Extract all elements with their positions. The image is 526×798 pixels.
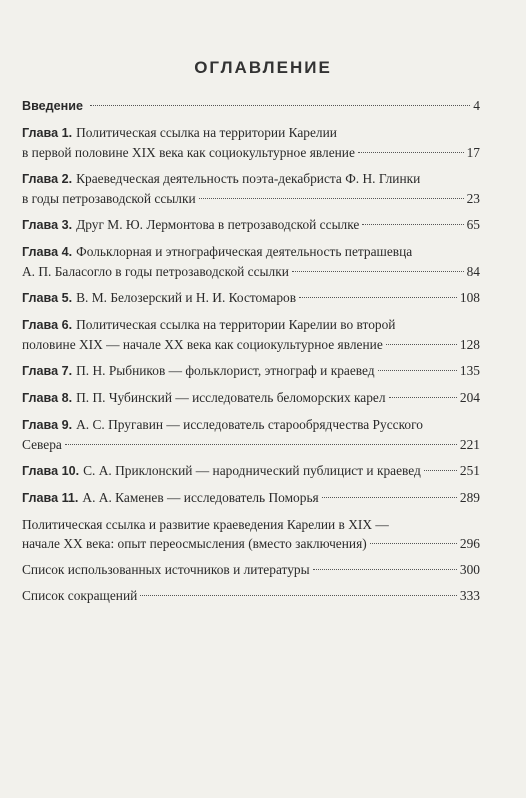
toc-entry-title: Политическая ссылка на территории Карелии: [76, 125, 337, 140]
toc-entry: [22, 388, 480, 408]
toc-entry-line: [22, 96, 480, 116]
toc-entry: [22, 461, 480, 481]
toc-entry-line: [22, 215, 480, 235]
toc-entry-label: Глава 9.: [22, 418, 73, 432]
toc-entry-title: в годы петрозаводской ссылки: [22, 191, 196, 206]
toc-entry-title: Список использованных источников и литературы: [22, 562, 310, 577]
toc-entry-line: [22, 242, 480, 262]
toc-entry-page-number: 296: [459, 536, 480, 551]
toc-entry-page-number: 289: [459, 490, 480, 505]
toc-entry-title: Политическая ссылка на территории Карелии во второй: [76, 317, 396, 332]
toc-entry-line: [22, 143, 480, 162]
toc-entry: [22, 560, 480, 579]
toc-entry-line: [22, 560, 480, 579]
toc-entry-line: [22, 388, 480, 408]
toc-entry-line: [22, 123, 480, 143]
toc-entry: [22, 96, 480, 116]
toc-entry-page-number: 23: [466, 191, 480, 206]
toc-entry-line: [22, 189, 480, 208]
dot-leader: [370, 543, 457, 544]
toc-entry-title: Фольклорная и этнографическая деятельность петрашевца: [76, 244, 413, 259]
toc-entry-page-number: 221: [459, 437, 480, 452]
toc-entry-page-number: 300: [459, 562, 480, 577]
dot-leader: [362, 224, 463, 225]
toc-entry-label: Глава 11.: [22, 491, 79, 505]
dot-leader: [389, 397, 457, 398]
toc-entry-title: Друг М. Ю. Лермонтова в петрозаводской ссылке: [76, 217, 360, 232]
dot-leader: [65, 444, 457, 445]
toc-entry-page-number: 135: [459, 363, 480, 378]
dot-leader: [313, 569, 457, 570]
toc-entry-line: [22, 534, 480, 553]
toc-entry-page-number: 333: [459, 588, 480, 603]
toc-entry-label: Глава 10.: [22, 464, 80, 478]
toc-entry-page-number: 108: [459, 290, 480, 305]
toc-entry-line: [22, 415, 480, 435]
toc-entry-title: П. Н. Рыбников — фольклорист, этнограф и краевед: [76, 363, 375, 378]
toc-entry: [22, 361, 480, 381]
toc-entry-label: Глава 3.: [22, 218, 73, 232]
dot-leader: [358, 152, 464, 153]
toc-entry: [22, 488, 480, 508]
toc-entry-title: А. П. Баласогло в годы петрозаводской ссылки: [22, 264, 289, 279]
toc-entry-line: [22, 335, 480, 354]
toc-entry: [22, 415, 480, 454]
toc-entry: [22, 315, 480, 354]
toc-entry-title: А. А. Каменев — исследователь Поморья: [82, 490, 319, 505]
dot-leader: [386, 344, 457, 345]
toc-entry-title: В. М. Белозерский и Н. И. Костомаров: [76, 290, 297, 305]
toc-entry-label: Глава 8.: [22, 391, 73, 405]
dot-leader: [90, 105, 470, 106]
dot-leader: [292, 271, 464, 272]
toc-entry: [22, 123, 480, 162]
toc-entry-line: [22, 262, 480, 281]
dot-leader: [299, 297, 457, 298]
dot-leader: [424, 470, 457, 471]
toc-entry-title: Севера: [22, 437, 62, 452]
toc-entry-title: А. С. Пругавин — исследователь старообрядчества Русского: [76, 417, 423, 432]
toc-entry-label: Глава 1.: [22, 126, 73, 140]
toc-entry-title: Краеведческая деятельность поэта-декабриста Ф. Н. Глинки: [76, 171, 421, 186]
toc-entry-label: Глава 5.: [22, 291, 73, 305]
toc-entry: [22, 515, 480, 553]
toc-entry-title: Политическая ссылка и развитие краеведения Карелии в XIX —: [22, 517, 389, 532]
toc-entry-page-number: 251: [459, 463, 480, 478]
toc-entry-label: Глава 6.: [22, 318, 73, 332]
toc-entry-page-number: 65: [466, 217, 480, 232]
toc-entry-page-number: 204: [459, 390, 480, 405]
toc-entry-line: [22, 515, 480, 534]
toc-entry-page-number: 17: [466, 145, 480, 160]
toc-entry-line: [22, 288, 480, 308]
toc-entry-page-number: 4: [473, 98, 480, 113]
toc-entry-title: Список сокращений: [22, 588, 138, 603]
toc-entry: [22, 169, 480, 208]
dot-leader: [378, 370, 457, 371]
toc-entry-title: С. А. Приклонский — народнический публицист и краевед: [83, 463, 421, 478]
toc-entry-label: Глава 4.: [22, 245, 73, 259]
toc-entry-page-number: 84: [466, 264, 480, 279]
dot-leader: [140, 595, 457, 596]
toc-entry-label: Введение: [22, 99, 84, 113]
toc-entry-line: [22, 435, 480, 454]
toc-entry-line: [22, 315, 480, 335]
toc-entry-line: [22, 586, 480, 605]
toc-entry: [22, 215, 480, 235]
toc-entry-line: [22, 461, 480, 481]
dot-leader: [322, 497, 457, 498]
toc-entry-title: П. П. Чубинский — исследователь беломорских карел: [76, 390, 386, 405]
page-title: ОГЛАВЛЕНИЕ: [194, 58, 332, 77]
toc-entry: [22, 288, 480, 308]
table-of-contents: [22, 96, 480, 612]
toc-entry-line: [22, 169, 480, 189]
toc-entry-title: половине XIX — начале XX века как социокультурное явление: [22, 337, 383, 352]
toc-entry-line: [22, 361, 480, 381]
toc-entry: [22, 242, 480, 281]
toc-entry-label: Глава 7.: [22, 364, 73, 378]
toc-entry: [22, 586, 480, 605]
toc-entry-label: Глава 2.: [22, 172, 73, 186]
toc-entry-page-number: 128: [459, 337, 480, 352]
toc-entry-line: [22, 488, 480, 508]
dot-leader: [199, 198, 464, 199]
toc-entry-title: в первой половине XIX века как социокультурное явление: [22, 145, 355, 160]
toc-entry-title: начале XX века: опыт переосмысления (вместо заключения): [22, 536, 367, 551]
